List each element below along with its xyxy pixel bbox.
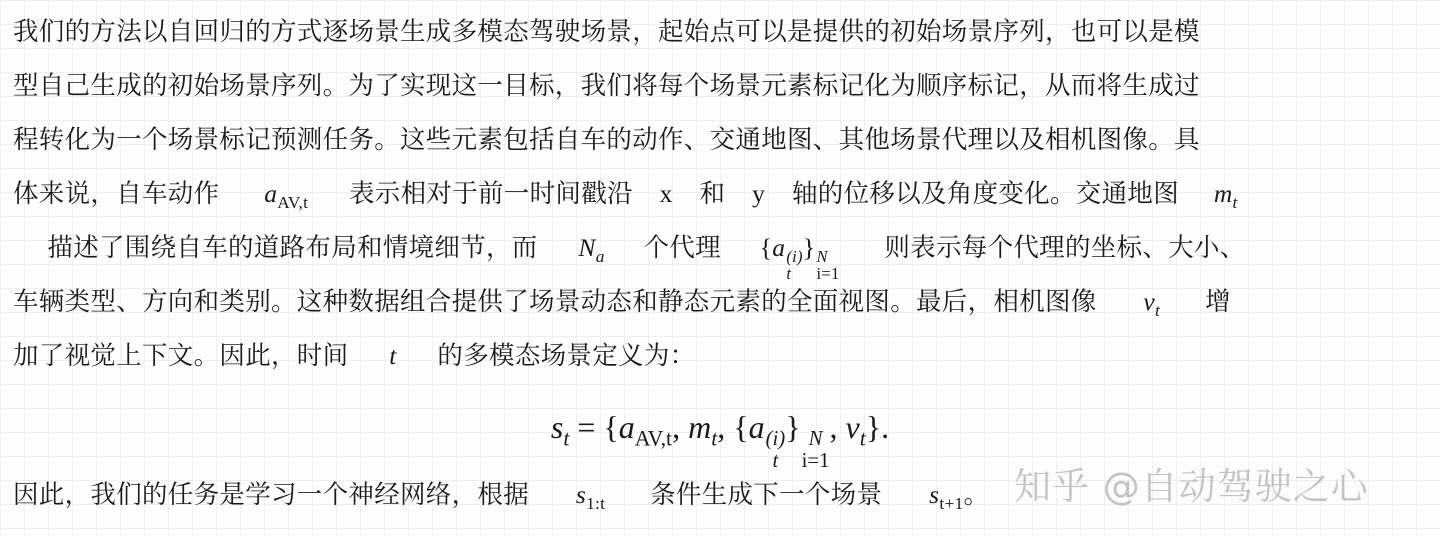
math-traffic-map: $m_t$ [1213, 179, 1238, 213]
paragraph-line-4 [13, 167, 1238, 221]
paragraph-line-6 [13, 275, 1231, 329]
text-segment: 的多模态场景定义为： [437, 341, 696, 371]
zhihu-watermark: 知乎 @自动驾驶之心 [1014, 465, 1369, 508]
text-segment: 描述了围绕自车的道路布局和情境细节，而 [47, 233, 538, 263]
text-segment: 条件生成下一个场景 [650, 480, 883, 510]
text-segment: 我们的方法以自回归的方式逐场景生成多模态驾驶场景，起始点可以是提供的初始场景序列，也可以是模 [13, 17, 1200, 47]
math-history: $s_{1:t}$ [575, 480, 606, 514]
text-segment: 加了视觉上下文。因此，时间 [13, 341, 349, 371]
math-time: t [389, 341, 397, 370]
paragraph-line-9 [13, 468, 989, 522]
paragraph-line-5 [13, 221, 1246, 284]
text-segment: 增 [1204, 287, 1231, 317]
math-agent-count: $N_a$ [578, 233, 605, 267]
text-segment: 因此，我们的任务是学习一个神经网络，根据 [13, 480, 530, 510]
math-agent-set: {a (i) t } N i=1 [759, 233, 840, 284]
math-next-scene: $s_{t+1}$ [929, 480, 964, 514]
text-segment: 车辆类型、方向和类别。这种数据组合提供了场景动态和静态元素的全面视图。最后，相机图像 [13, 287, 1097, 317]
equation-lhs: $s_t$ [550, 409, 570, 451]
text-segment: 体来说，自车动作 [13, 179, 220, 209]
text-segment: 程转化为一个场景标记预测任务。这些元素包括自车的动作、交通地图、其他场景代理以及相机图像。具 [13, 125, 1200, 155]
text-segment: 轴的位移以及角度变化。交通地图 [792, 179, 1180, 209]
paragraph-line-1 [13, 5, 1200, 59]
paragraph-line-7 [13, 329, 695, 383]
paragraph-line-3 [13, 113, 1200, 167]
text-segment: 个代理 [643, 233, 721, 263]
text-segment: 表示相对于前一时间戳沿 [349, 179, 633, 209]
text-segment: 型自己生成的初始场景序列。为了实现这一目标，我们将每个场景元素标记化为顺序标记，从而将生成过 [13, 71, 1200, 101]
text-segment: 和 [699, 179, 726, 209]
display-equation: $s_t = \{a_{AV,t}$, $m_t$, {a (i) t } N i=1 , $v_t$}. [13, 402, 1427, 472]
math-x: x [659, 179, 673, 208]
math-camera-image: $v_t$ [1143, 287, 1161, 321]
math-y: y [752, 179, 766, 208]
math-ego-action: $a_{AV,t}$ [264, 179, 309, 213]
paragraph-line-2 [13, 59, 1200, 113]
equation-rhs: {$a_{AV,t}$, $m_t$, {a (i) t } N i=1 , $v_t$}. [603, 409, 890, 473]
text-segment: 。 [963, 480, 990, 510]
text-segment: 则表示每个代理的坐标、大小、 [884, 233, 1246, 263]
